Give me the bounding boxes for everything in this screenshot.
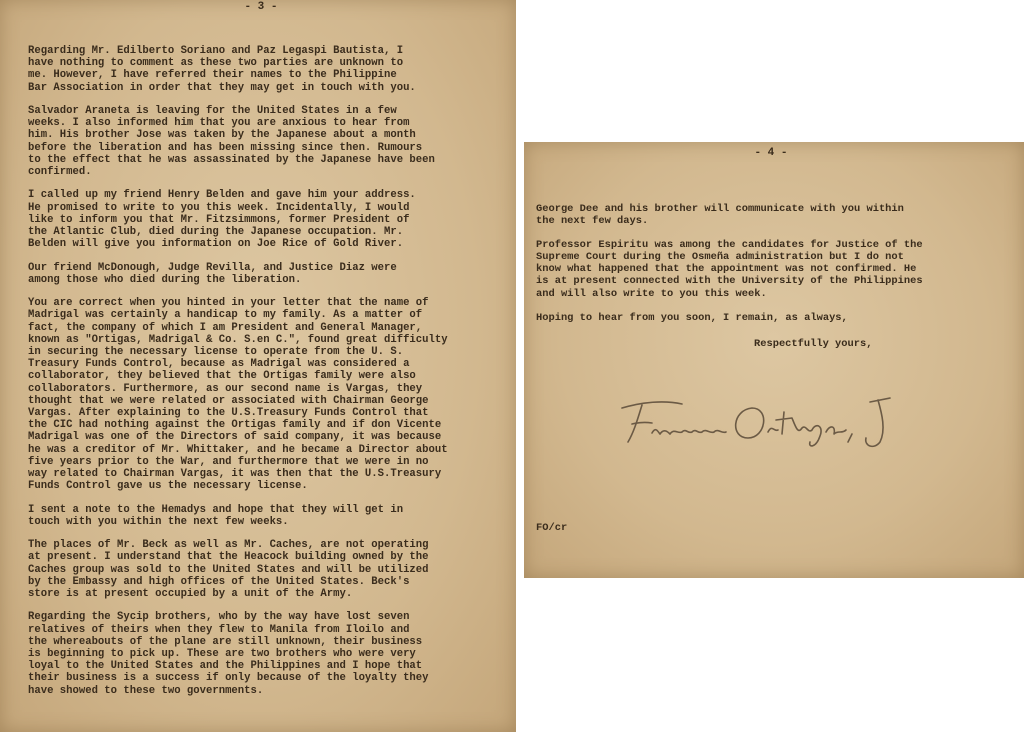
paragraph-sycip: Regarding the Sycip brothers, who by the way have lost seven relatives of theirs when they flew to Manila from Iloilo and the whereabouts of the plane are still unknown, their business is beginning to pick up. These are two brothers who were very loyal to the United States and the Philippines and I hope that their business is a success if only because of the loyalty they have showed to these two governments. xyxy=(28,611,429,697)
page-number: - 3 - xyxy=(244,1,278,13)
paragraph-belden: I called up my friend Henry Belden and gave him your address. He promised to write to you this week. Incidentally, I would like to inform you that Mr. Fitzsimmons, former President of the Atlantic Club, died during the Japanese occupation. Mr. Belden will give you information on Joe Rice of Gold River. xyxy=(28,189,416,251)
paragraph-liberation-deaths: Our friend McDonough, Judge Revilla, and Justice Diaz were among those who died during the liberation. xyxy=(28,261,397,286)
letter-page-4 xyxy=(524,142,1024,578)
paragraph-hemadys: I sent a note to the Hemadys and hope that they will get in touch with you within the next few weeks. xyxy=(28,503,404,528)
paragraph-beck-caches: The places of Mr. Beck as well as Mr. Caches, are not operating at present. I understand that the Heacock building owned by the Caches group was sold to the United States and will be utilized by the Embassy and high offices of the United States. Beck's store is at present occupied by a unit of the Army. xyxy=(28,539,429,601)
paragraph-espiritu: Professor Espiritu was among the candidates for Justice of the Supreme Court during the Osmeña administration but I do not know what happened that the appointment was not confirmed. He is at present connected with the University of the Philippines and will also write to you this week. xyxy=(536,239,923,300)
paragraph-hoping: Hoping to hear from you soon, I remain, as always, xyxy=(536,311,848,324)
handwritten-signature xyxy=(602,388,922,452)
typist-initials: FO/cr xyxy=(536,522,568,534)
paragraph-araneta: Salvador Araneta is leaving for the United States in a few weeks. I also informed him that you are anxious to hear from him. His brother Jose was taken by the Japanese about a month before the liberation and has been missing since then. Rumours to the effect that he was assassinated by the Japanese have been confirmed. xyxy=(28,105,435,179)
page-number: - 4 - xyxy=(754,147,788,159)
paragraph-soriano-bautista: Regarding Mr. Edilberto Soriano and Paz Legaspi Bautista, I have nothing to comment as these two parties are unknown to me. However, I have referred their names to the Philippine Bar Association in order that they may get in touch with you. xyxy=(28,45,416,94)
paragraph-george-dee: George Dee and his brother will communicate with you within the next few days. xyxy=(536,203,904,228)
closing-line: Respectfully yours, xyxy=(754,337,873,350)
paragraph-madrigal: You are correct when you hinted in your letter that the name of Madrigal was certainly a handicap to my family. As a matter of fact, the company of which I am President and General Manager, known as "Ortigas, Madrigal & Co. S.en C.", found great difficulty in securing the necessary license to operate from the U. S. Treasury Funds Control, because as Madrigal was considered a collaborator, they believed that the Ortigas family were also collaborators. Furthermore, as our second name is Vargas, they thought that we were related or associated with Chairman George Vargas. After explaining to the U.S.Treasury Funds Control that the CIC had nothing against the Ortigas family and if don Vicente Madrigal was one of the Directors of said company, it was because he was a creditor of Mr. Whittaker, and he became a Director about five years prior to the War, and furthermore that we were in no way related to Chairman Vargas, it was then that the U.S.Treasury Funds Control gave us the necessary license. xyxy=(28,297,448,493)
